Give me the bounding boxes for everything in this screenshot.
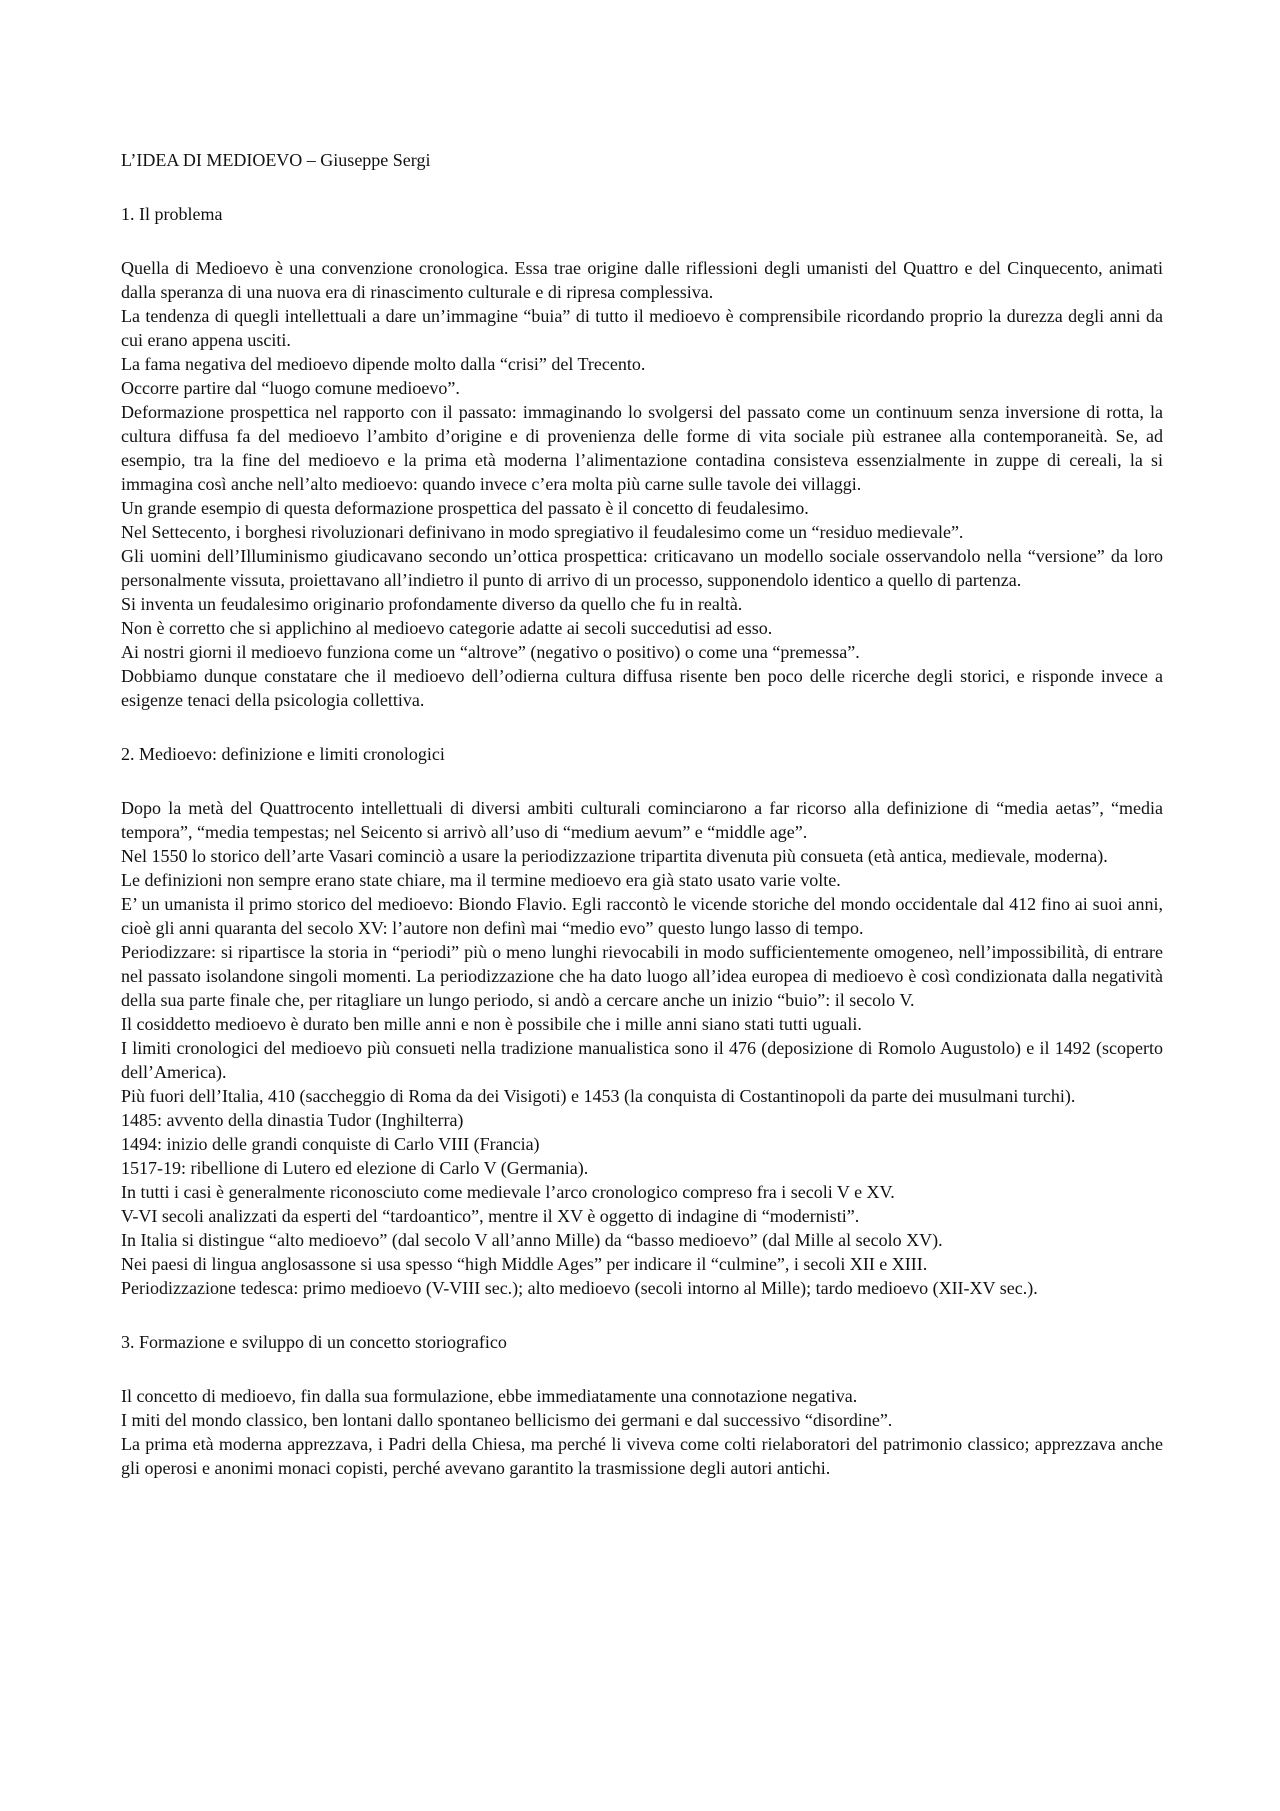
paragraph: Dobbiamo dunque constatare che il medioevo dell’odierna cultura diffusa risente ben poco delle ricerche degli storici, e risponde invece a esigenze tenaci della psicologia collettiva. (121, 666, 1163, 710)
paragraph: Si inventa un feudalesimo originario profondamente diverso da quello che fu in realtà. (121, 594, 743, 614)
paragraph: Un grande esempio di questa deformazione prospettica del passato è il concetto di feudalesimo. (121, 498, 809, 518)
paragraph: Il cosiddetto medioevo è durato ben mille anni e non è possibile che i mille anni siano stati tutti uguali. (121, 1014, 862, 1034)
paragraph: Occorre partire dal “luogo comune medioevo”. (121, 378, 460, 398)
paragraph: In tutti i casi è generalmente riconosciuto come medievale l’arco cronologico compreso fra i secoli V e XV. (121, 1182, 895, 1202)
section-definizione-limiti (121, 742, 1163, 1300)
paragraph: Deformazione prospettica nel rapporto con il passato: immaginando lo svolgersi del passato come un continuum senza inversione di rotta, la cultura diffusa fa del medioevo l’ambito d’origine e di provenienza delle forme di vita sociale più estranee alla contemporaneità. Se, ad esempio, tra la fine del medioevo e la prima età moderna l’alimentazione contadina consisteva essenzialmente in zuppe di cereali, la si immagina così anche nell’alto medioevo: quando invece c’era molta più carne sulle tavole dei villaggi. (121, 402, 1163, 494)
document-page (121, 148, 1163, 1510)
paragraph: Nei paesi di lingua anglosassone si usa spesso “high Middle Ages” per indicare il “culmine”, i secoli XII e XIII. (121, 1254, 928, 1274)
paragraph: Il concetto di medioevo, fin dalla sua formulazione, ebbe immediatamente una connotazione negativa. (121, 1386, 858, 1406)
paragraph: 1494: inizio delle grandi conquiste di Carlo VIII (Francia) (121, 1134, 540, 1154)
paragraph: I limiti cronologici del medioevo più consueti nella tradizione manualistica sono il 476 (deposizione di Romolo Augustolo) e il 1492 (scoperto dell’America). (121, 1038, 1163, 1082)
section-heading: 3. Formazione e sviluppo di un concetto storiografico (121, 1332, 507, 1352)
paragraph: I miti del mondo classico, ben lontani dallo spontaneo bellicismo dei germani e dal successivo “disordine”. (121, 1410, 893, 1430)
paragraph: Ai nostri giorni il medioevo funziona come un “altrove” (negativo o positivo) o come una “premessa”. (121, 642, 860, 662)
paragraph: Dopo la metà del Quattrocento intellettuali di diversi ambiti culturali cominciarono a far ricorso alla definizione di “media aetas”, “media tempora”, “media tempestas; nel Seicento si arrivò all’uso di “medium aevum” e “middle age”. (121, 798, 1163, 842)
paragraph: La tendenza di quegli intellettuali a dare un’immagine “buia” di tutto il medioevo è comprensibile ricordando proprio la durezza degli anni da cui erano appena usciti. (121, 306, 1163, 350)
section-il-problema (121, 202, 1163, 712)
paragraph: E’ un umanista il primo storico del medioevo: Biondo Flavio. Egli raccontò le vicende storiche del mondo occidentale dal 412 fino ai suoi anni, cioè gli anni quaranta del secolo XV: l’autore non definì mai “medio evo” questo lungo lasso di tempo. (121, 894, 1163, 938)
paragraph: Le definizioni non sempre erano state chiare, ma il termine medioevo era già stato usato varie volte. (121, 870, 841, 890)
section-formazione-sviluppo (121, 1330, 1163, 1480)
paragraph: V-VI secoli analizzati da esperti del “tardoantico”, mentre il XV è oggetto di indagine di “modernisti”. (121, 1206, 860, 1226)
section-heading: 2. Medioevo: definizione e limiti cronologici (121, 744, 445, 764)
paragraph: Nel Settecento, i borghesi rivoluzionari definivano in modo spregiativo il feudalesimo come un “residuo medievale”. (121, 522, 964, 542)
paragraph: La prima età moderna apprezzava, i Padri della Chiesa, ma perché li viveva come colti rielaboratori del patrimonio classico; apprezzava anche gli operosi e anonimi monaci copisti, perché avevano garantito la trasmissione degli autori antichi. (121, 1434, 1163, 1478)
paragraph: Periodizzazione tedesca: primo medioevo (V-VIII sec.); alto medioevo (secoli intorno al Mille); tardo medioevo (XII-XV sec.). (121, 1278, 1038, 1298)
paragraph: Nel 1550 lo storico dell’arte Vasari cominciò a usare la periodizzazione tripartita divenuta più consueta (età antica, medievale, moderna). (121, 846, 1108, 866)
paragraph: 1485: avvento della dinastia Tudor (Inghilterra) (121, 1110, 464, 1130)
paragraph: Più fuori dell’Italia, 410 (saccheggio di Roma da dei Visigoti) e 1453 (la conquista di Costantinopoli da parte dei musulmani turchi). (121, 1086, 1076, 1106)
paragraph: Quella di Medioevo è una convenzione cronologica. Essa trae origine dalle riflessioni degli umanisti del Quattro e del Cinquecento, animati dalla speranza di una nuova era di rinascimento culturale e di ripresa complessiva. (121, 258, 1163, 302)
paragraph: 1517-19: ribellione di Lutero ed elezione di Carlo V (Germania). (121, 1158, 589, 1178)
paragraph: Gli uomini dell’Illuminismo giudicavano secondo un’ottica prospettica: criticavano un modello sociale osservandolo nella “versione” da loro personalmente vissuta, proiettavano all’indietro il punto di arrivo di un processo, supponendolo identico a quello di partenza. (121, 546, 1163, 590)
paragraph: In Italia si distingue “alto medioevo” (dal secolo V all’anno Mille) da “basso medioevo” (dal Mille al secolo XV). (121, 1230, 943, 1250)
paragraph: La fama negativa del medioevo dipende molto dalla “crisi” del Trecento. (121, 354, 646, 374)
section-heading: 1. Il problema (121, 204, 223, 224)
document-title: L’IDEA DI MEDIOEVO – Giuseppe Sergi (121, 150, 431, 170)
paragraph: Periodizzare: si ripartisce la storia in “periodi” più o meno lunghi rievocabili in modo sufficientemente omogeneo, nell’impossibilità, di entrare nel passato isolandone singoli momenti. La periodizzazione che ha dato luogo all’idea europea di medioevo è così condizionata dalla negatività della sua parte finale che, per ritagliare un lungo periodo, si andò a cercare anche un inizio “buio”: il secolo V. (121, 942, 1163, 1010)
paragraph: Non è corretto che si applichino al medioevo categorie adatte ai secoli succedutisi ad esso. (121, 618, 773, 638)
